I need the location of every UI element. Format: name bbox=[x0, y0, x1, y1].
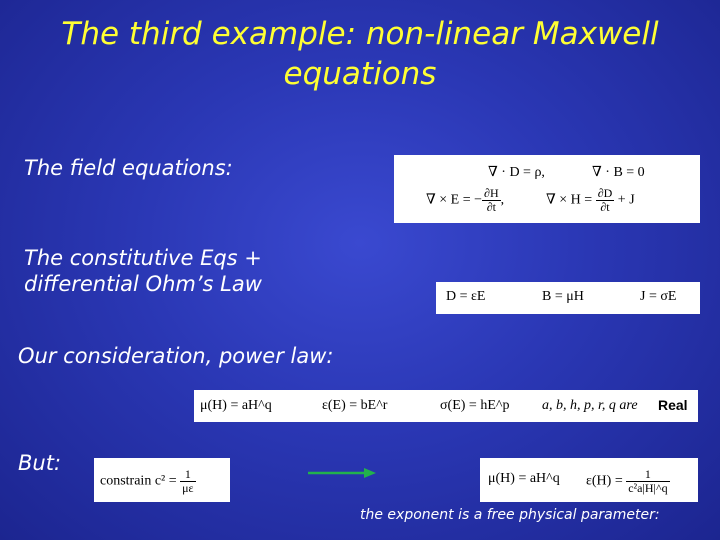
eq-curl-h bbox=[546, 187, 635, 214]
frac-den: c²a|H|^q bbox=[628, 481, 668, 495]
frac-num: 1 bbox=[626, 468, 669, 482]
eq-curl-h-lhs: ∇ × H = bbox=[546, 192, 593, 208]
eq-curl-e-fraction bbox=[482, 187, 501, 214]
frac-num: ∂D bbox=[597, 186, 613, 200]
eq-real: Real bbox=[658, 397, 688, 413]
eq-curl-e: ∇ × E = − $\frac{\partial H}{\partial t}$ , bbox=[426, 186, 505, 214]
frac-num: ∂H bbox=[484, 186, 499, 200]
eq-div-d: ∇ · D = ρ, bbox=[488, 165, 545, 180]
eq-params: a, b, h, p, r, q are bbox=[542, 398, 638, 413]
eq-curl-e-lhs: ∇ × E = bbox=[426, 192, 471, 208]
eq-constrain-fraction bbox=[180, 468, 195, 495]
eq-div-b: ∇ · B = 0 bbox=[592, 165, 645, 180]
constrain-box bbox=[94, 458, 230, 502]
eq-constrain bbox=[100, 468, 196, 495]
frac-den: με bbox=[182, 481, 194, 495]
title-line-1: The third example: non-linear Maxwell bbox=[61, 16, 659, 52]
frac-den: ∂t bbox=[486, 200, 496, 214]
label-constitutive bbox=[24, 245, 262, 297]
label-power-law: Our consideration, power law: bbox=[18, 344, 334, 368]
field-equations-box bbox=[394, 155, 700, 223]
label-but: But: bbox=[18, 451, 62, 475]
frac-num: 1 bbox=[180, 468, 195, 482]
eq-sigma-power: σ(E) = hE^p bbox=[440, 398, 510, 413]
eq-eps-result-fraction bbox=[626, 468, 669, 495]
label-constitutive-line-1: The constitutive Eqs + bbox=[24, 246, 262, 270]
power-law-box bbox=[194, 390, 698, 422]
eq-b: B = μH bbox=[542, 289, 584, 304]
eq-curl-h-tail: + J bbox=[617, 192, 635, 208]
title-line-2: equations bbox=[283, 56, 437, 92]
arrow-right-icon bbox=[306, 466, 378, 480]
eq-constrain-text: constrain c² = bbox=[100, 473, 177, 489]
minus-sign: − bbox=[474, 192, 483, 208]
frac-den: ∂t bbox=[600, 200, 610, 214]
label-field-equations: The field equations: bbox=[24, 156, 233, 180]
eq-mu-result: μ(H) = aH^q bbox=[488, 471, 560, 486]
eq-mu-power: μ(H) = aH^q bbox=[200, 398, 272, 413]
eq-d: D = εE bbox=[446, 289, 486, 304]
eq-eps-result-lhs: ε(H) = bbox=[586, 473, 623, 489]
eq-eps-power: ε(E) = bE^r bbox=[322, 398, 388, 413]
eq-eps-result bbox=[586, 468, 670, 495]
slide-title bbox=[0, 14, 720, 94]
result-box bbox=[480, 458, 698, 502]
constitutive-box bbox=[436, 282, 700, 314]
label-constitutive-line-2: differential Ohm’s Law bbox=[24, 272, 262, 296]
footnote: the exponent is a free physical parameter: bbox=[360, 507, 660, 523]
eq-j: J = σE bbox=[640, 289, 677, 304]
eq-curl-h-fraction bbox=[596, 187, 615, 214]
